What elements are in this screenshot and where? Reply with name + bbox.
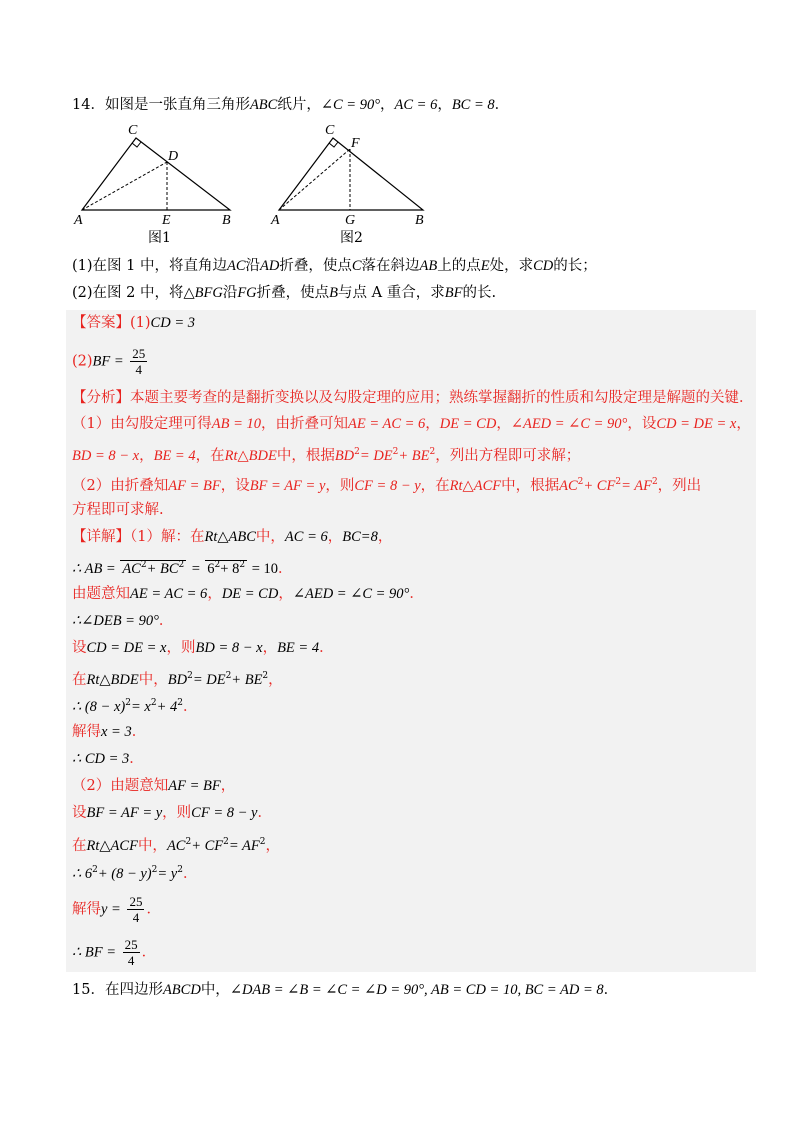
text-q15-mid: 中， [200, 982, 230, 998]
text-detail-d10_b: AF = BF [168, 778, 221, 794]
text-detail-d6_b: Rt△BDE [86, 672, 139, 688]
text-analysis-l3_g: BD [334, 448, 355, 464]
text-detail-d7_d: ． [182, 699, 198, 715]
text-detail-d6_a: 在 [72, 672, 87, 688]
fig1-label-e: E [162, 213, 171, 228]
analysis-line-4 [72, 472, 701, 496]
fig2-label-b: B [415, 213, 424, 228]
text-detail-d8_a: 解得 [72, 724, 101, 740]
text-detail-d1_d: AC = 6 [284, 529, 328, 545]
text-answer-a2_den: 4 [135, 362, 143, 377]
text-analysis-l4_f: CF = 8 − y [354, 478, 421, 494]
text-part1-ad: AD [260, 258, 280, 274]
detail-line-10 [72, 776, 235, 796]
text-analysis-l4_e: ，则 [325, 478, 355, 494]
text-detail-d2_e: 6 [207, 561, 215, 577]
q15-stem [72, 980, 618, 1000]
q14-stem: 14．如图是一张直角三角形ABC纸片，∠C = 90°，AC = 6，BC = 8． [72, 97, 510, 113]
detail-line-5 [72, 638, 334, 658]
text-detail-d1_g: ， [377, 529, 393, 545]
text-q15-number: 15． [72, 982, 105, 998]
text-q15-quad: ABCD [162, 982, 201, 998]
text-detail-d3_g: ． [409, 586, 424, 602]
text-detail-d5_f: BE = 4 [277, 640, 320, 656]
text-detail-d5_b: CD = DE = x [86, 640, 167, 656]
text-detail-d12_a: 在 [72, 838, 87, 854]
text-detail-d12_e: + CF [191, 838, 224, 854]
text-detail-d15_den: 4 [127, 953, 135, 968]
text-detail-d6_g: ， [268, 672, 283, 688]
text-detail-d3_e: ， [278, 586, 293, 602]
text-analysis-l3_c: BE = 4 [153, 448, 196, 464]
fig1-caption: 图1 [148, 230, 171, 246]
detail-line-4 [72, 611, 173, 631]
detail-line-1 [72, 527, 392, 547]
text-detail-d15_num: 25 [124, 937, 138, 952]
text-detail-d12_f: = AF [228, 838, 260, 854]
text-part1-ab: AB [419, 258, 438, 274]
text-detail-d8_b: x = 3 [101, 724, 132, 740]
text-part2-prefix: (2)在图 2 中，将 [72, 285, 184, 301]
text-exponent: 2 [140, 560, 147, 570]
text-detail-d11_c: ，则 [162, 805, 192, 821]
answer-line-2 [72, 346, 149, 377]
text-q14-paper: 纸片， [277, 97, 321, 113]
text-exponent: 2 [354, 447, 360, 457]
answer-fraction [130, 346, 147, 377]
text-detail-d5_e: ， [262, 640, 278, 656]
text-analysis-l3_a: BD = 8 − x [72, 448, 140, 464]
text-q14-bc: BC = 8 [451, 97, 495, 113]
detail-line-14 [72, 894, 161, 925]
text-detail-d11_e: ． [257, 805, 272, 821]
text-exponent: 2 [178, 560, 185, 570]
text-exponent: 2 [187, 671, 193, 681]
text-detail-d10_a: （2）由题意知 [72, 778, 169, 794]
text-analysis-l2_f: DE = CD [439, 416, 497, 432]
text-detail-d13_c: = y [157, 866, 178, 882]
text-detail-d4_b: ． [158, 613, 174, 629]
text-detail-d1_f: BC=8 [342, 529, 378, 545]
text-analysis-l2_b: AB = 10 [211, 416, 261, 432]
text-exponent: 2 [615, 477, 622, 487]
analysis-line-2 [72, 414, 751, 434]
text-detail-d11_d: CF = 8 − y [191, 805, 258, 821]
text-analysis-tag: 【分析】 [72, 390, 130, 406]
detail-line-9 [72, 749, 144, 769]
text-analysis-l3_j: ，列出方程即可求解； [435, 448, 581, 464]
analysis-line-3 [72, 442, 580, 466]
text-analysis-l2_i: ，设 [627, 416, 657, 432]
text-exponent: 2 [92, 865, 98, 875]
analysis-line-5 [72, 500, 164, 520]
text-detail-d5_a: 设 [72, 640, 87, 656]
text-answer-a2_lhs: BF = [92, 353, 124, 370]
text-detail-d5_d: BD = 8 − x [195, 640, 263, 656]
text-q14-end: ． [494, 97, 510, 113]
q14-part2 [72, 283, 496, 303]
text-detail-d7_b: = x [130, 699, 151, 715]
text-part2-fold: 折叠，使点 [256, 285, 330, 301]
text-analysis-l2_g: ， [496, 416, 511, 432]
text-exponent: 2 [225, 671, 232, 681]
text-analysis-l2_e: ， [425, 416, 440, 432]
text-detail-d2_f: + 8 [220, 561, 240, 577]
text-detail-d3_b: AE = AC = 6 [130, 586, 208, 602]
text-exponent: 2 [259, 837, 266, 847]
text-analysis-l2_k: ， [736, 416, 751, 432]
text-analysis-l3_e: Rt△BDE [224, 448, 277, 464]
text-analysis-l3_i: + BE [398, 448, 430, 464]
fig2-label-c: C [325, 123, 335, 138]
text-detail-d2_h: ． [278, 561, 293, 577]
text-part1-fold: 折叠，使点 [279, 258, 352, 274]
text-detail-d2_c: + BC [146, 561, 179, 577]
text-analysis-l2_h: ∠AED = ∠C = 90° [510, 416, 628, 432]
text-exponent: 2 [223, 837, 229, 847]
fig1-label-a: A [74, 213, 83, 228]
text-detail-d1_b: Rt△ABC [204, 529, 256, 545]
text-detail-d7_c: + 4 [156, 699, 178, 715]
text-detail-d13_d: ． [182, 866, 198, 882]
text-exponent: 2 [125, 698, 131, 708]
text-detail-d3_c: ， [207, 586, 222, 602]
text-detail-d6_d: BD [167, 672, 188, 688]
text-analysis-l4_a: （2）由折叠知 [72, 478, 169, 494]
text-q14-tri: ABC [249, 97, 278, 113]
text-detail-d5_g: ． [319, 640, 334, 656]
detail-line-6 [72, 666, 283, 690]
text-detail-d14_b: y = [101, 901, 121, 918]
text-detail-d7_a: ∴ (8 − x) [72, 699, 126, 715]
text-part2-tail: 的长. [462, 285, 497, 301]
text-part1-e: E [480, 258, 490, 274]
text-detail-d13_a: ∴ 6 [72, 866, 93, 882]
text-detail-d2_d: = [190, 561, 201, 577]
text-detail-d15_c: ． [141, 944, 157, 961]
text-q15-cond: ∠DAB = ∠B = ∠C = ∠D = 90°, AB = CD = 10, BC = AD = 8 [229, 982, 604, 998]
text-analysis-l4_l: = AF [621, 478, 652, 494]
text-analysis-l3_d: ，在 [195, 448, 225, 464]
text-analysis-l5: 方程即可求解. [72, 502, 164, 518]
text-part1-along: 沿 [245, 258, 261, 274]
detail-line-15 [72, 937, 156, 968]
text-exponent: 2 [177, 865, 183, 875]
text-exponent: 2 [392, 447, 399, 457]
answer-line-1 [72, 313, 195, 333]
fig2-label-a: A [271, 213, 280, 228]
text-detail-d14_num: 25 [129, 894, 143, 909]
text-exponent: 2 [177, 698, 183, 708]
text-analysis-line1: 本题主要考查的是翻折变换以及勾股定理的应用；熟练掌握翻折的性质和勾股定理是解题的关键． [130, 390, 754, 406]
detail-line-2 [72, 555, 293, 579]
analysis-line-1 [72, 388, 754, 408]
text-detail-d1_c: 中， [255, 529, 285, 545]
text-answer-a1: CD = 3 [150, 315, 195, 331]
text-detail-d14_c: ． [146, 901, 161, 918]
fig1-label-b: B [222, 213, 231, 228]
figure-2 [267, 118, 447, 248]
text-part2-b: B [329, 285, 339, 301]
text-analysis-l3_h: = DE [359, 448, 393, 464]
text-detail-d4_a: ∴∠DEB = 90° [72, 613, 159, 629]
text-part2-rest: 与点 A 重合，求 [338, 285, 445, 301]
detail-line-7 [72, 693, 197, 717]
q14-part1 [72, 256, 597, 276]
text-detail-d11_b: BF = AF = y [86, 805, 163, 821]
sqrt-ac-bc [120, 560, 186, 577]
text-exponent: 2 [577, 477, 584, 487]
text-part1-onpoint: 上的点 [437, 258, 481, 274]
text-part2-bf: BF [444, 285, 463, 301]
text-detail-d3_a: 由题意知 [72, 586, 130, 602]
text-q15-intro: 在四边形 [104, 982, 163, 998]
text-detail-d6_e: = DE [192, 672, 226, 688]
text-part1-ac: AC [226, 258, 246, 274]
text-detail-d12_g: ， [265, 838, 280, 854]
text-part1-ask: 处，求 [489, 258, 534, 274]
text-q15-end: ． [603, 982, 619, 998]
text-analysis-l4_b: AF = BF [168, 478, 221, 494]
text-detail-d1_e: ， [327, 529, 343, 545]
detail-fraction-bf [123, 937, 140, 968]
text-detail-d12_c: 中， [137, 838, 167, 854]
text-detail-d3_d: DE = CD [221, 586, 279, 602]
text-q14-number: 14． [72, 97, 105, 113]
text-part1-c: C [351, 258, 362, 274]
text-detail-d8_c: ． [131, 724, 147, 740]
text-exponent: 2 [214, 560, 221, 570]
detail-line-3 [72, 584, 424, 604]
text-exponent: 2 [185, 837, 192, 847]
text-part1-tail: 的长； [553, 258, 597, 274]
text-analysis-l2_d: AE = AC = 6 [347, 416, 426, 432]
text-part2-along: 沿 [222, 285, 238, 301]
text-detail-d6_f: + BE [231, 672, 263, 688]
text-detail-tag: 【详解】 [72, 529, 130, 545]
fig1-label-d: D [168, 149, 179, 164]
fig2-caption: 图2 [340, 230, 363, 246]
text-analysis-l4_h: Rt△ACF [449, 478, 502, 494]
text-detail-d13_b: + (8 − y) [97, 866, 152, 882]
text-analysis-l3_f: 中，根据 [276, 448, 335, 464]
fig1-label-c: C [128, 123, 138, 138]
text-exponent: 2 [262, 671, 269, 681]
text-analysis-l4_c: ，设 [220, 478, 250, 494]
text-detail-d1_a: （1）解：在 [130, 529, 205, 545]
text-analysis-l2_c: ，由折叠可知 [260, 416, 348, 432]
text-analysis-l4_m: ，列出 [657, 478, 702, 494]
text-part2-tri: △BFG [183, 285, 223, 301]
text-exponent: 2 [651, 477, 658, 487]
text-detail-d12_b: Rt△ACF [86, 838, 138, 854]
text-detail-d9_b: ． [129, 751, 144, 767]
text-answer-a2_num: 25 [132, 346, 146, 361]
text-analysis-l4_g: ，在 [420, 478, 450, 494]
text-detail-d2_a: ∴ AB = [72, 561, 116, 577]
text-q14-intro: 如图是一张直角三角形 [104, 97, 250, 113]
text-part1-prefix: (1)在图 1 中，将直角边 [72, 258, 227, 274]
text-exponent: 2 [151, 865, 158, 875]
figure-1 [70, 118, 250, 248]
text-exponent: 2 [150, 698, 157, 708]
detail-line-13 [72, 860, 197, 884]
detail-fraction-y [127, 894, 144, 925]
text-part1-fall: 落在斜边 [361, 258, 420, 274]
text-detail-d14_a: 解得 [72, 901, 101, 918]
text-detail-d2_g: = 10 [251, 561, 278, 577]
text-detail-d6_c: 中， [138, 672, 168, 688]
text-detail-d11_a: 设 [72, 805, 87, 821]
text-analysis-l2_a: （1）由勾股定理可得 [72, 416, 212, 432]
text-detail-d15_a: ∴ BF = [72, 944, 116, 961]
text-analysis-l4_d: BF = AF = y [249, 478, 326, 494]
text-detail-d2_b: AC [122, 561, 141, 577]
text-answer-tag: 【答案】 [72, 315, 130, 331]
text-answer-a2_prefix: (2) [72, 353, 93, 370]
text-detail-d10_c: ， [220, 778, 236, 794]
text-q14-ac: AC = 6 [394, 97, 438, 113]
text-part1-cd: CD [533, 258, 554, 274]
detail-line-11 [72, 803, 272, 823]
text-analysis-l2_j: CD = DE = x [656, 416, 737, 432]
text-answer-a1_prefix: (1) [130, 315, 151, 331]
detail-line-8 [72, 722, 146, 742]
fig2-label-f: F [351, 136, 360, 151]
sqrt-6-8 [205, 560, 247, 577]
text-part2-fg: FG [237, 285, 257, 301]
text-analysis-l4_k: + CF [583, 478, 616, 494]
text-detail-d9_a: ∴ CD = 3 [72, 751, 130, 767]
text-detail-d14_den: 4 [132, 910, 140, 925]
text-analysis-l4_j: AC [559, 478, 578, 494]
detail-line-12 [72, 832, 280, 856]
text-exponent: 2 [239, 560, 246, 570]
text-detail-d12_d: AC [166, 838, 186, 854]
text-q14-angle: ∠C = 90° [320, 97, 380, 113]
text-detail-d3_f: ∠AED = ∠C = 90° [292, 586, 410, 602]
fig2-label-g: G [345, 213, 356, 228]
text-exponent: 2 [429, 447, 436, 457]
text-analysis-l4_i: 中，根据 [501, 478, 560, 494]
text-detail-d5_c: ，则 [166, 640, 196, 656]
text-analysis-l3_b: ， [139, 448, 154, 464]
